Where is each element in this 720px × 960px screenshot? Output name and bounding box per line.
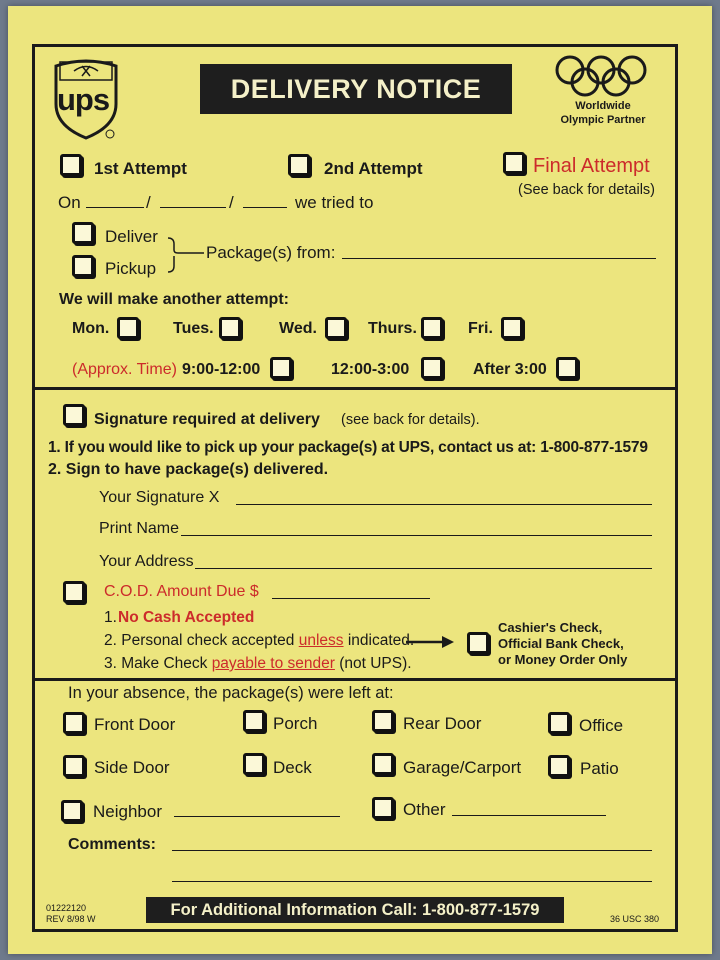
day-checkbox-fri[interactable] <box>501 317 523 339</box>
package-from-field[interactable] <box>342 258 656 259</box>
porch-label: Porch <box>273 714 318 733</box>
deck-checkbox[interactable] <box>243 753 265 775</box>
day-checkbox-wed[interactable] <box>325 317 347 339</box>
signature-required-label: Signature required at delivery <box>94 411 320 428</box>
no-cash-label: No Cash Accepted <box>118 609 255 626</box>
on-label: On <box>58 193 81 212</box>
day-checkbox-thurs[interactable] <box>421 317 443 339</box>
pickup-checkbox[interactable] <box>72 255 94 277</box>
print-name-field[interactable] <box>181 535 652 536</box>
cod-item-1-number: 1. <box>104 609 117 626</box>
cashiers-check-line-2: Official Bank Check, <box>498 636 624 651</box>
second-attempt-checkbox[interactable] <box>288 154 310 176</box>
final-attempt-label: Final Attempt <box>533 155 650 177</box>
deliver-label: Deliver <box>105 227 158 246</box>
cashiers-check-line-3: or Money Order Only <box>498 652 628 667</box>
time-checkbox-morning[interactable] <box>270 357 292 379</box>
comments-field-line-2[interactable] <box>172 881 652 882</box>
office-label: Office <box>579 716 624 735</box>
package-from-label: Package(s) from: <box>206 243 336 262</box>
day-label-thurs: Thurs. <box>368 320 417 337</box>
comments-label: Comments: <box>68 836 157 853</box>
other-checkbox[interactable] <box>372 797 394 819</box>
side-door-checkbox[interactable] <box>63 755 85 777</box>
day-checkbox-mon[interactable] <box>117 317 139 339</box>
signature-field[interactable] <box>236 504 652 505</box>
payable-line: 3. Make Check payable to sender (not UPS). <box>104 655 412 672</box>
additional-info-banner: For Additional Information Call: 1-800-877-1579 <box>146 897 564 923</box>
patio-checkbox[interactable] <box>548 755 570 777</box>
day-checkbox-tues[interactable] <box>219 317 241 339</box>
section-divider <box>32 678 678 681</box>
front-door-checkbox[interactable] <box>63 712 85 734</box>
personal-check-line: 2. Personal check accepted unless indicated. <box>104 632 415 649</box>
final-attempt-note: (See back for details) <box>518 182 656 198</box>
usc-code: 36 USC 380 <box>610 914 660 924</box>
print-name-label: Print Name <box>99 520 180 537</box>
cashiers-check-line-1: Cashier's Check, <box>498 620 603 635</box>
day-label-tues: Tues. <box>173 320 214 337</box>
rear-door-checkbox[interactable] <box>372 710 394 732</box>
second-attempt-label: 2nd Attempt <box>324 159 423 178</box>
partner-line-2: Olympic Partner <box>560 114 646 126</box>
ups-logo-text: ups <box>57 82 110 117</box>
bracket-icon <box>166 236 206 274</box>
form-revision: REV 8/98 W <box>46 914 96 924</box>
date-year-field[interactable] <box>243 207 287 208</box>
cod-checkbox[interactable] <box>63 581 85 603</box>
patio-label: Patio <box>580 759 619 778</box>
date-separator: / <box>229 193 234 212</box>
date-separator: / <box>146 193 151 212</box>
cashiers-check-checkbox[interactable] <box>467 632 489 654</box>
neighbor-checkbox[interactable] <box>61 800 83 822</box>
section-divider <box>32 387 678 390</box>
sign-instruction: 2. Sign to have package(s) delivered. <box>48 461 329 478</box>
front-door-label: Front Door <box>94 715 176 734</box>
side-door-label: Side Door <box>94 758 170 777</box>
approx-time-label: (Approx. Time) <box>72 361 177 378</box>
pickup-label: Pickup <box>105 259 157 278</box>
time-label-evening: After 3:00 <box>473 361 547 378</box>
other-label: Other <box>403 800 446 819</box>
day-label-wed: Wed. <box>279 320 317 337</box>
office-checkbox[interactable] <box>548 712 570 734</box>
deck-label: Deck <box>273 758 312 777</box>
your-signature-label: Your Signature X <box>99 489 220 506</box>
final-attempt-checkbox[interactable] <box>503 152 525 174</box>
porch-checkbox[interactable] <box>243 710 265 732</box>
page-title: DELIVERY NOTICE <box>200 64 512 114</box>
absence-heading: In your absence, the package(s) were left at: <box>68 684 394 702</box>
olympic-rings-icon <box>554 54 648 98</box>
pickup-instruction: 1. If you would like to pick up your package(s) at UPS, contact us at: 1-800-877-1579 <box>48 439 648 456</box>
cod-amount-field[interactable] <box>272 598 430 599</box>
first-attempt-checkbox[interactable] <box>60 154 82 176</box>
neighbor-label: Neighbor <box>93 802 162 821</box>
see-back-note: (see back for details). <box>341 412 480 428</box>
garage-carport-checkbox[interactable] <box>372 753 394 775</box>
tried-to-label: we tried to <box>295 193 374 212</box>
other-field[interactable] <box>452 815 606 816</box>
date-day-field[interactable] <box>160 207 226 208</box>
time-label-afternoon: 12:00-3:00 <box>331 361 410 378</box>
partner-line-1: Worldwide <box>575 100 631 112</box>
comments-field-line-1[interactable] <box>172 850 652 851</box>
another-attempt-heading: We will make another attempt: <box>59 291 289 308</box>
time-checkbox-afternoon[interactable] <box>421 357 443 379</box>
time-label-morning: 9:00-12:00 <box>182 361 261 378</box>
address-field[interactable] <box>195 568 652 569</box>
rear-door-label: Rear Door <box>403 714 482 733</box>
time-checkbox-evening[interactable] <box>556 357 578 379</box>
signature-required-checkbox[interactable] <box>63 404 85 426</box>
first-attempt-label: 1st Attempt <box>94 159 187 178</box>
garage-carport-label: Garage/Carport <box>403 758 522 777</box>
day-label-mon: Mon. <box>72 320 110 337</box>
date-month-field[interactable] <box>86 207 144 208</box>
your-address-label: Your Address <box>99 553 194 570</box>
arrow-right-icon <box>404 634 456 650</box>
deliver-checkbox[interactable] <box>72 222 94 244</box>
cod-label: C.O.D. Amount Due $ <box>104 583 259 600</box>
form-code: 01222120 <box>46 903 87 913</box>
day-label-fri: Fri. <box>468 320 493 337</box>
neighbor-field[interactable] <box>174 816 340 817</box>
